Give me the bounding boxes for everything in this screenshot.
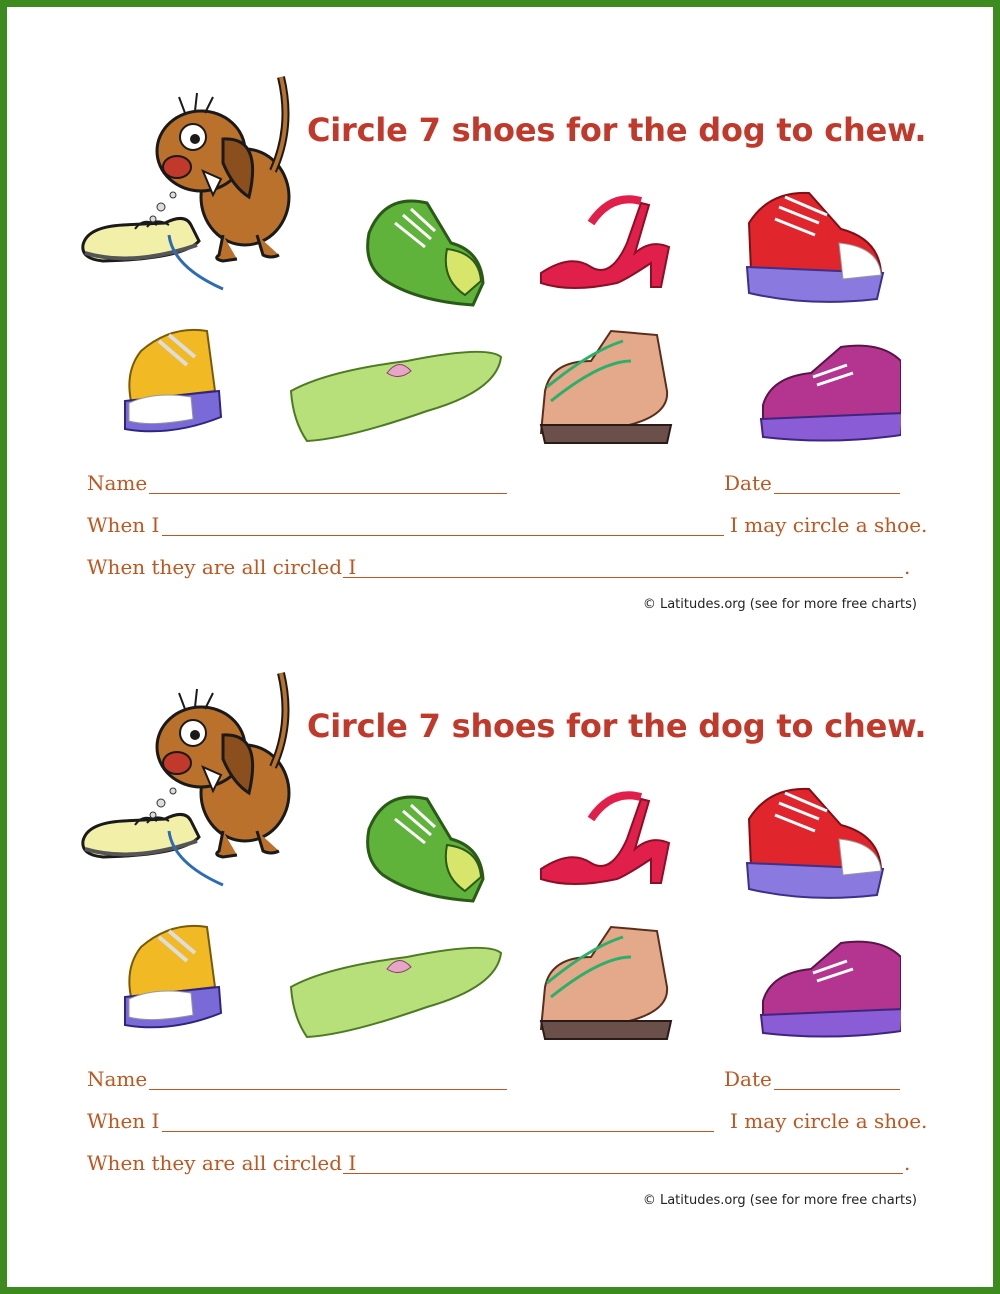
date-label: Date [724, 1067, 772, 1091]
all-circled-label: When they are all circled I [87, 1151, 357, 1175]
green-flat-shoe-icon [287, 321, 507, 451]
red-high-heel-icon [531, 779, 681, 909]
period: . [904, 1151, 911, 1175]
name-label: Name [87, 471, 148, 495]
may-circle-label: I may circle a shoe. [730, 1109, 928, 1133]
copyright-text: © Latitudes.org (see for more free charts) [642, 597, 917, 612]
reward-input-line[interactable] [343, 1173, 903, 1174]
red-high-top-sneaker-icon [739, 183, 889, 313]
yellow-high-top-sneaker-icon [111, 917, 261, 1047]
date-input-line[interactable] [774, 493, 900, 494]
green-sneaker-icon [355, 779, 505, 909]
purple-sneaker-icon [751, 321, 901, 451]
chewed-boot-icon [531, 321, 681, 451]
date-label: Date [724, 471, 772, 495]
page-title: Circle 7 shoes for the dog to chew. [307, 707, 927, 745]
when-input-line[interactable] [162, 535, 724, 536]
red-high-heel-icon [531, 183, 681, 313]
reward-input-line[interactable] [343, 577, 903, 578]
copyright-text: © Latitudes.org (see for more free charts) [642, 1193, 917, 1208]
green-flat-shoe-icon [287, 917, 507, 1047]
name-input-line[interactable] [149, 493, 507, 494]
chewed-boot-icon [531, 917, 681, 1047]
when-label: When I [87, 1109, 160, 1133]
red-high-top-sneaker-icon [739, 779, 889, 909]
chart-bottom [7, 603, 993, 1243]
date-input-line[interactable] [774, 1089, 900, 1090]
green-sneaker-icon [355, 183, 505, 313]
dog-chewing-shoe-icon [73, 67, 313, 297]
when-label: When I [87, 513, 160, 537]
chart-top [7, 7, 993, 647]
name-input-line[interactable] [149, 1089, 507, 1090]
period: . [904, 555, 911, 579]
name-label: Name [87, 1067, 148, 1091]
yellow-high-top-sneaker-icon [111, 321, 261, 451]
when-input-line[interactable] [162, 1131, 714, 1132]
dog-chewing-shoe-icon [73, 663, 313, 893]
may-circle-label: I may circle a shoe. [730, 513, 928, 537]
purple-sneaker-icon [751, 917, 901, 1047]
all-circled-label: When they are all circled I [87, 555, 357, 579]
page-title: Circle 7 shoes for the dog to chew. [307, 111, 927, 149]
